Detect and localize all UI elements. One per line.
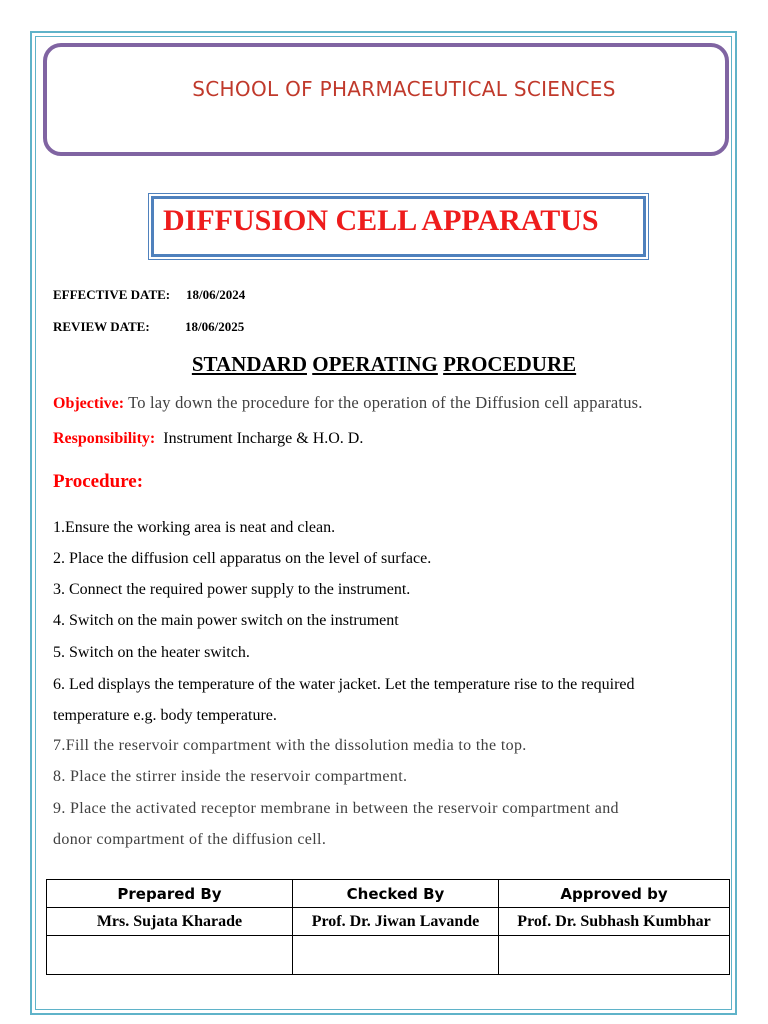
procedure-step: 7.Fill the reservoir compartment with the dissolution media to the top.: [53, 737, 527, 754]
sop-heading-word-1: STANDARD: [191, 352, 307, 376]
signoff-header-row: [47, 880, 730, 908]
procedure-step: 3. Connect the required power supply to the instrument.: [53, 581, 411, 598]
procedure-step: 9. Place the activated receptor membrane in between the reservoir compartment and: [53, 800, 619, 817]
prepared-by-signature-cell: [47, 936, 293, 975]
procedure-step: 2. Place the diffusion cell apparatus on the level of surface.: [53, 550, 432, 567]
signature-row: [47, 936, 730, 975]
procedure-heading: Procedure:: [53, 471, 144, 492]
procedure-step: 8. Place the stirrer inside the reservoir compartment.: [53, 768, 408, 785]
signoff-table: [46, 879, 730, 975]
procedure-step: 1.Ensure the working area is neat and clean.: [53, 519, 336, 536]
procedure-step: 6. Led displays the temperature of the water jacket. Let the temperature rise to the required: [53, 676, 635, 693]
objective-text: To lay down the procedure for the operation of the Diffusion cell apparatus.: [128, 393, 643, 412]
review-date-row: [53, 319, 245, 335]
school-name: SCHOOL OF PHARMACEUTICAL SCIENCES: [192, 77, 616, 101]
effective-date-value: 18/06/2024: [186, 287, 246, 302]
sop-heading: [0, 352, 768, 377]
procedure-step-continued: donor compartment of the diffusion cell.: [53, 831, 327, 848]
prepared-by-name: Mrs. Sujata Kharade: [47, 908, 293, 936]
checked-by-header: Checked By: [293, 880, 499, 908]
sop-heading-word-2: OPERATING: [312, 352, 438, 376]
procedure-step: 4. Switch on the main power switch on the instrument: [53, 612, 399, 629]
approved-by-header: Approved by: [499, 880, 730, 908]
checked-by-signature-cell: [293, 936, 499, 975]
approved-by-signature-cell: [499, 936, 730, 975]
checked-by-name: Prof. Dr. Jiwan Lavande: [293, 908, 499, 936]
effective-date-label: EFFECTIVE DATE:: [53, 287, 171, 302]
document-title: DIFFUSION CELL APPARATUS: [163, 204, 599, 237]
review-date-label: REVIEW DATE:: [53, 319, 150, 334]
header-box: [43, 43, 729, 156]
responsibility-line: [53, 430, 363, 448]
prepared-by-header: Prepared By: [47, 880, 293, 908]
objective-label: Objective:: [53, 395, 125, 412]
responsibility-text: Instrument Incharge & H.O. D.: [163, 430, 364, 447]
responsibility-label: Responsibility:: [53, 430, 156, 447]
approved-by-name: Prof. Dr. Subhash Kumbhar: [499, 908, 730, 936]
procedure-step: 5. Switch on the heater switch.: [53, 644, 250, 661]
review-date-value: 18/06/2025: [185, 319, 245, 334]
sop-heading-word-3: PROCEDURE: [443, 352, 577, 376]
effective-date-row: [53, 287, 246, 303]
signoff-names-row: [47, 908, 730, 936]
objective-line: [53, 393, 643, 413]
procedure-step-continued: temperature e.g. body temperature.: [53, 707, 277, 724]
